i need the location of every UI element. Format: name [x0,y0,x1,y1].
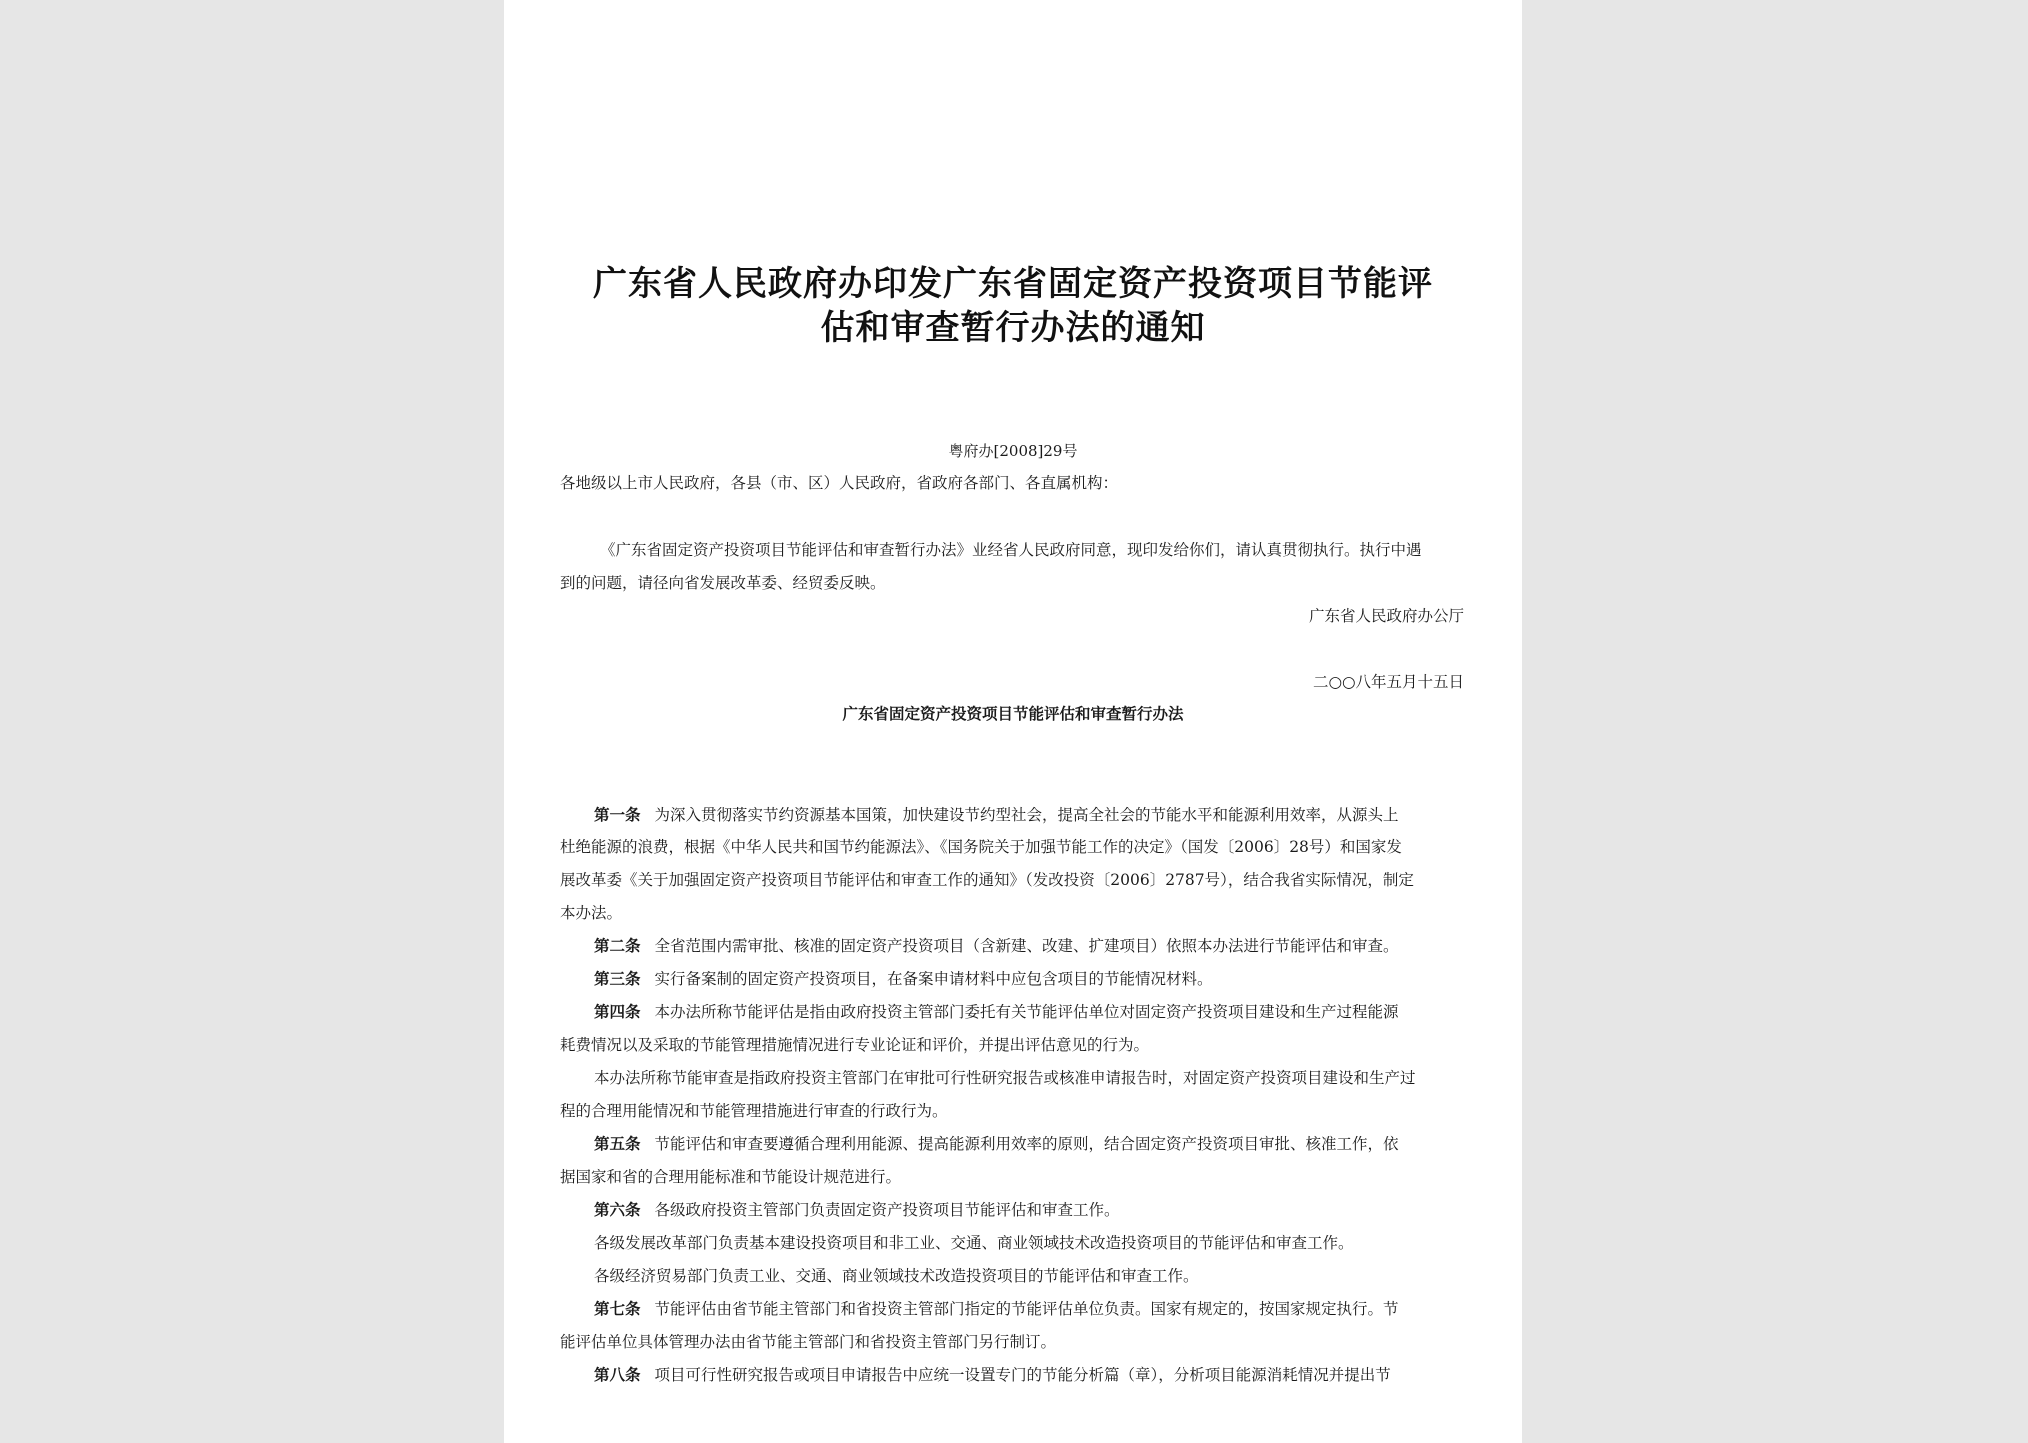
issue-date: 二○○八年五月十五日 [1312,673,1464,691]
article-2-line-1 [594,935,1399,957]
notice-line-2: 到的问题，请径向省发展改革委、经贸委反映。 [560,574,886,592]
article-6-text-1: 各级政府投资主管部门负责固定资产投资项目节能评估和审查工作。 [654,1201,1120,1219]
article-4-para-2-line-1: 本办法所称节能审查是指政府投资主管部门在审批可行性研究报告或核准申请报告时，对固定资产投资项目建设和生产过 [594,1069,1416,1087]
article-1-line-3: 展改革委《关于加强固定资产投资项目节能评估和审查工作的通知》（发改投资〔2006〕2787号），结合我省实际情况，制定 [560,871,1414,889]
document-number: 粤府办[2008]29号 [948,442,1078,460]
document-title [544,262,1482,350]
article-1-text-1: 为深入贯彻落实节约资源基本国策，加快建设节约型社会，提高全社会的节能水平和能源利用效率，从源头上 [654,806,1399,824]
article-1-label: 第一条 [594,806,641,824]
article-4-para-2-line-2: 程的合理用能情况和节能管理措施进行审查的行政行为。 [560,1102,948,1120]
article-7-text-1: 节能评估由省节能主管部门和省投资主管部门指定的节能评估单位负责。国家有规定的，按国家规定执行。节 [654,1300,1399,1318]
article-3-label: 第三条 [594,970,641,988]
article-6-para-3: 各级经济贸易部门负责工业、交通、商业领域技术改造投资项目的节能评估和审查工作。 [594,1267,1199,1285]
article-7-line-1 [594,1298,1399,1320]
article-3-line-1 [594,968,1213,990]
title-line-1: 广东省人民政府办印发广东省固定资产投资项目节能评 [593,264,1433,304]
article-5-label: 第五条 [594,1135,641,1153]
article-1-line-4: 本办法。 [560,904,623,922]
article-8-line-1 [594,1364,1391,1386]
article-5-line-2: 据国家和省的合理用能标准和节能设计规范进行。 [560,1168,902,1186]
article-7-label: 第七条 [594,1300,641,1318]
notice-line-1: 《广东省固定资产投资项目节能评估和审查暂行办法》业经省人民政府同意，现印发给你们，请认真贯彻执行。执行中遇 [600,541,1422,559]
article-2-text-1: 全省范围内需审批、核准的固定资产投资项目（含新建、改建、扩建项目）依照本办法进行节能评估和审查。 [654,937,1399,955]
article-4-line-2: 耗费情况以及采取的节能管理措施情况进行专业论证和评价，并提出评估意见的行为。 [560,1036,1150,1054]
article-5-line-1 [594,1133,1399,1155]
article-6-label: 第六条 [594,1201,641,1219]
article-1-line-1 [594,804,1399,826]
article-6-para-2: 各级发展改革部门负责基本建设投资项目和非工业、交通、商业领域技术改造投资项目的节能评估和审查工作。 [594,1234,1354,1252]
article-8-label: 第八条 [594,1366,641,1384]
article-5-text-1: 节能评估和审查要遵循合理利用能源、提高能源利用效率的原则，结合固定资产投资项目审批、核准工作，依 [654,1135,1399,1153]
article-4-line-1 [594,1001,1399,1023]
article-8-text-1: 项目可行性研究报告或项目申请报告中应统一设置专门的节能分析篇（章），分析项目能源消耗情况并提出节 [654,1366,1391,1384]
article-4-label: 第四条 [594,1003,641,1021]
article-6-line-1 [594,1199,1120,1221]
article-1-line-2: 杜绝能源的浪费，根据《中华人民共和国节约能源法》、《国务院关于加强节能工作的决定》（国发〔2006〕28号）和国家发 [560,838,1402,856]
addressees: 各地级以上市人民政府，各县（市、区）人民政府，省政府各部门、各直属机构： [560,474,1119,492]
article-2-label: 第二条 [594,937,641,955]
title-line-2: 估和审查暂行办法的通知 [820,308,1206,348]
issuer: 广东省人民政府办公厅 [1308,607,1464,625]
document-page [504,0,1522,1443]
article-4-text-1: 本办法所称节能评估是指由政府投资主管部门委托有关节能评估单位对固定资产投资项目建设和生产过程能源 [654,1003,1399,1021]
measures-title: 广东省固定资产投资项目节能评估和审查暂行办法 [842,705,1184,723]
article-7-line-2: 能评估单位具体管理办法由省节能主管部门和省投资主管部门另行制订。 [560,1333,1057,1351]
article-3-text-1: 实行备案制的固定资产投资项目，在备案申请材料中应包含项目的节能情况材料。 [654,970,1213,988]
